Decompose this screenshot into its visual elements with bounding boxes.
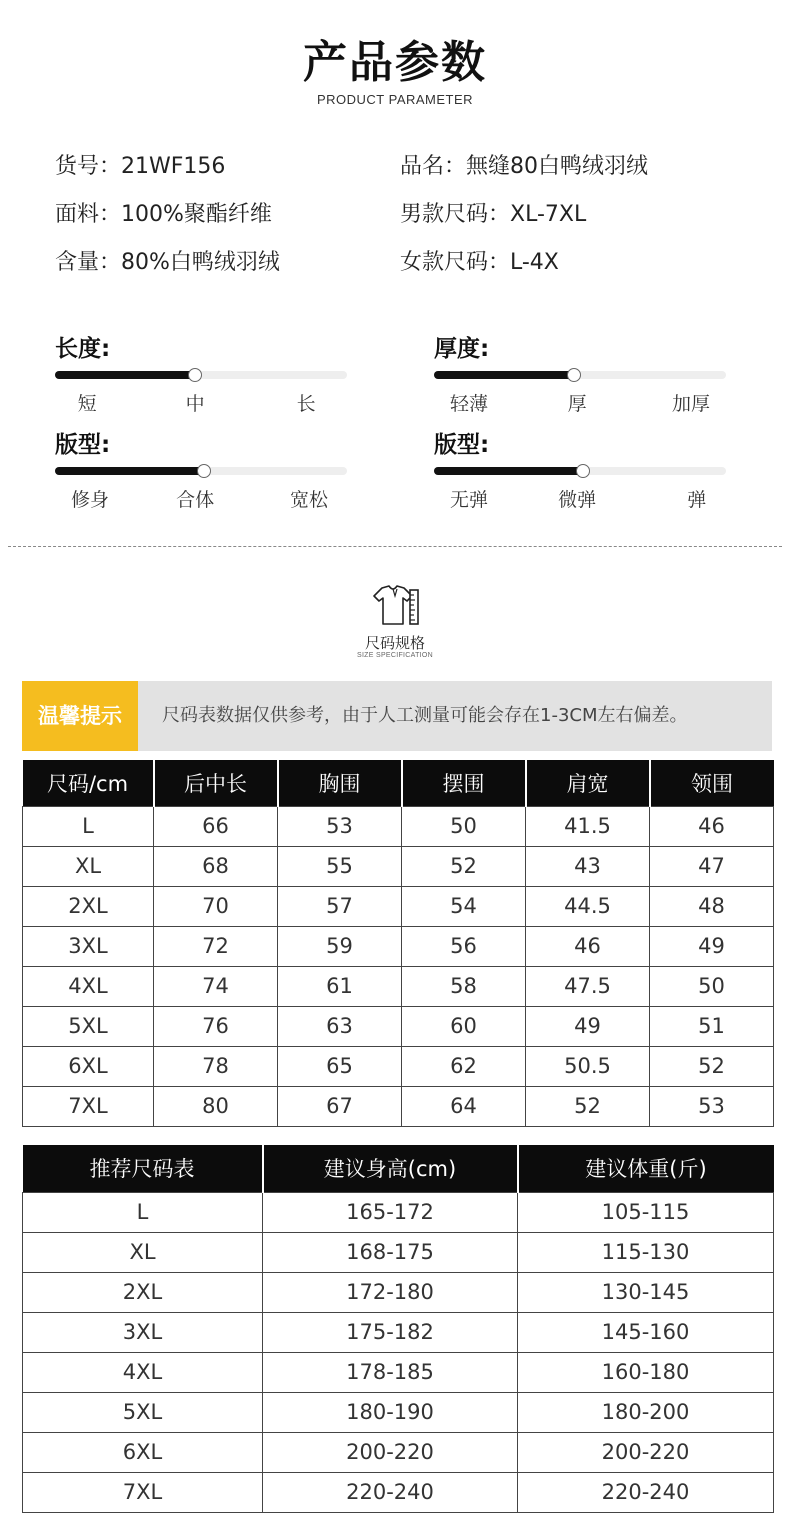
column-header: 胸围 — [278, 760, 402, 806]
table-cell: 44.5 — [526, 886, 650, 926]
tip-text: 尺码表数据仅供参考，由于人工测量可能会存在1-3CM左右偏差。 — [162, 705, 688, 726]
table-row — [23, 846, 774, 886]
table-cell: 57 — [278, 886, 402, 926]
attribute-knob — [188, 368, 202, 382]
table-cell: 50 — [650, 966, 774, 1006]
table-cell: 65 — [278, 1046, 402, 1086]
table-cell: 80 — [154, 1086, 278, 1126]
table-cell: 145-160 — [518, 1312, 774, 1352]
table-cell: 52 — [526, 1086, 650, 1126]
table-row — [23, 806, 774, 846]
column-header: 建议体重(斤) — [518, 1145, 774, 1192]
attribute-tick: 短 — [77, 393, 97, 415]
page-title: 产品参数 — [303, 37, 487, 88]
table-cell: 51 — [650, 1006, 774, 1046]
table-header-row — [23, 760, 774, 806]
table-cell: 5XL — [23, 1392, 263, 1432]
table-cell: 5XL — [23, 1006, 154, 1046]
tip-banner — [22, 681, 772, 751]
attribute-label: 版型: — [55, 432, 111, 458]
table-cell: L — [23, 1192, 263, 1232]
attribute-tick: 中 — [185, 393, 205, 415]
table-cell: 63 — [278, 1006, 402, 1046]
table-cell: L — [23, 806, 154, 846]
table-cell: 53 — [650, 1086, 774, 1126]
table-cell: 72 — [154, 926, 278, 966]
table-row — [23, 1272, 774, 1312]
param-item-no: 货号：21WF156 — [55, 154, 226, 179]
table-cell: 76 — [154, 1006, 278, 1046]
table-row — [23, 1392, 774, 1432]
table-cell: 54 — [402, 886, 526, 926]
table-cell: XL — [23, 1232, 263, 1272]
attribute-fill — [55, 467, 204, 475]
table-cell: 105-115 — [518, 1192, 774, 1232]
table-cell: 200-220 — [518, 1432, 774, 1472]
table-cell: 6XL — [23, 1046, 154, 1086]
table-row — [23, 1046, 774, 1086]
table-cell: 160-180 — [518, 1352, 774, 1392]
table-cell: 168-175 — [263, 1232, 518, 1272]
table-cell: 175-182 — [263, 1312, 518, 1352]
attribute-track — [434, 467, 726, 475]
attribute-track — [55, 467, 347, 475]
recommend-table — [22, 1145, 774, 1513]
shirt-ruler-icon — [370, 584, 424, 628]
table-cell: 178-185 — [263, 1352, 518, 1392]
column-header: 领围 — [650, 760, 774, 806]
attribute-knob — [197, 464, 211, 478]
table-cell: 49 — [526, 1006, 650, 1046]
table-row — [23, 1006, 774, 1046]
table-cell: 70 — [154, 886, 278, 926]
attribute-tick: 修身 — [71, 489, 110, 511]
size-table — [22, 760, 774, 1127]
page-subtitle: PRODUCT PARAMETER — [316, 92, 474, 107]
size-section-subtitle: SIZE SPECIFICATION — [356, 652, 434, 659]
table-cell: 47.5 — [526, 966, 650, 1006]
param-fabric: 面料：100%聚酯纤维 — [55, 202, 272, 227]
table-cell: 130-145 — [518, 1272, 774, 1312]
column-header: 摆围 — [402, 760, 526, 806]
attribute-tick: 厚 — [567, 393, 587, 415]
table-cell: 3XL — [23, 1312, 263, 1352]
table-cell: 172-180 — [263, 1272, 518, 1312]
table-cell: 47 — [650, 846, 774, 886]
table-cell: 41.5 — [526, 806, 650, 846]
table-cell: 78 — [154, 1046, 278, 1086]
table-cell: 56 — [402, 926, 526, 966]
table-row — [23, 1192, 774, 1232]
table-cell: 2XL — [23, 1272, 263, 1312]
table-cell: 68 — [154, 846, 278, 886]
table-cell: 61 — [278, 966, 402, 1006]
attribute-track — [434, 371, 726, 379]
table-cell: 180-190 — [263, 1392, 518, 1432]
attribute-tick: 弹 — [687, 489, 707, 511]
table-row — [23, 1312, 774, 1352]
table-cell: 6XL — [23, 1432, 263, 1472]
attribute-tick: 轻薄 — [450, 393, 489, 415]
attribute-fill — [434, 371, 574, 379]
table-cell: 7XL — [23, 1472, 263, 1512]
table-cell: 64 — [402, 1086, 526, 1126]
size-section-title: 尺码规格 — [364, 634, 425, 652]
table-cell: 60 — [402, 1006, 526, 1046]
table-row — [23, 966, 774, 1006]
attribute-track — [55, 371, 347, 379]
table-cell: 58 — [402, 966, 526, 1006]
attribute-tick: 长 — [296, 393, 316, 415]
table-cell: 3XL — [23, 926, 154, 966]
table-cell: 67 — [278, 1086, 402, 1126]
attribute-tick: 无弹 — [450, 489, 489, 511]
attribute-tick: 加厚 — [671, 393, 710, 415]
table-cell: 66 — [154, 806, 278, 846]
table-cell: 52 — [402, 846, 526, 886]
table-cell: 220-240 — [263, 1472, 518, 1512]
param-women-size: 女款尺码：L-4X — [400, 250, 559, 275]
table-cell: 49 — [650, 926, 774, 966]
attribute-label: 长度: — [55, 336, 111, 362]
table-cell: 46 — [526, 926, 650, 966]
attribute-tick: 合体 — [176, 489, 215, 511]
table-cell: 165-172 — [263, 1192, 518, 1232]
table-row — [23, 926, 774, 966]
table-row — [23, 1352, 774, 1392]
attribute-label: 版型: — [434, 432, 490, 458]
attribute-knob — [576, 464, 590, 478]
table-cell: 115-130 — [518, 1232, 774, 1272]
table-cell: 4XL — [23, 1352, 263, 1392]
section-divider — [8, 546, 782, 547]
column-header: 尺码/cm — [23, 760, 154, 806]
attribute-tick: 微弹 — [558, 489, 597, 511]
attribute-tick: 宽松 — [290, 489, 329, 511]
table-cell: 48 — [650, 886, 774, 926]
column-header: 推荐尺码表 — [23, 1145, 263, 1192]
column-header: 肩宽 — [526, 760, 650, 806]
table-cell: 62 — [402, 1046, 526, 1086]
table-cell: 74 — [154, 966, 278, 1006]
table-row — [23, 1232, 774, 1272]
table-cell: 180-200 — [518, 1392, 774, 1432]
table-cell: 43 — [526, 846, 650, 886]
table-cell: 59 — [278, 926, 402, 966]
param-men-size: 男款尺码：XL-7XL — [400, 202, 587, 227]
param-name: 品名：無缝80白鸭绒羽绒 — [400, 154, 648, 179]
attribute-fill — [55, 371, 195, 379]
table-cell: 52 — [650, 1046, 774, 1086]
table-cell: 2XL — [23, 886, 154, 926]
table-cell: 55 — [278, 846, 402, 886]
attribute-knob — [567, 368, 581, 382]
table-cell: 46 — [650, 806, 774, 846]
table-cell: 50 — [402, 806, 526, 846]
table-row — [23, 886, 774, 926]
table-cell: 4XL — [23, 966, 154, 1006]
tip-badge: 温馨提示 — [22, 681, 138, 751]
table-cell: 200-220 — [263, 1432, 518, 1472]
table-cell: 53 — [278, 806, 402, 846]
param-content: 含量：80%白鸭绒羽绒 — [55, 250, 280, 275]
table-row — [23, 1432, 774, 1472]
attribute-fill — [434, 467, 583, 475]
attribute-label: 厚度: — [434, 336, 490, 362]
table-cell: 50.5 — [526, 1046, 650, 1086]
table-cell: 220-240 — [518, 1472, 774, 1512]
column-header: 建议身高(cm) — [263, 1145, 518, 1192]
column-header: 后中长 — [154, 760, 278, 806]
table-cell: 7XL — [23, 1086, 154, 1126]
table-header-row — [23, 1145, 774, 1192]
table-row — [23, 1472, 774, 1512]
table-cell: XL — [23, 846, 154, 886]
table-row — [23, 1086, 774, 1126]
